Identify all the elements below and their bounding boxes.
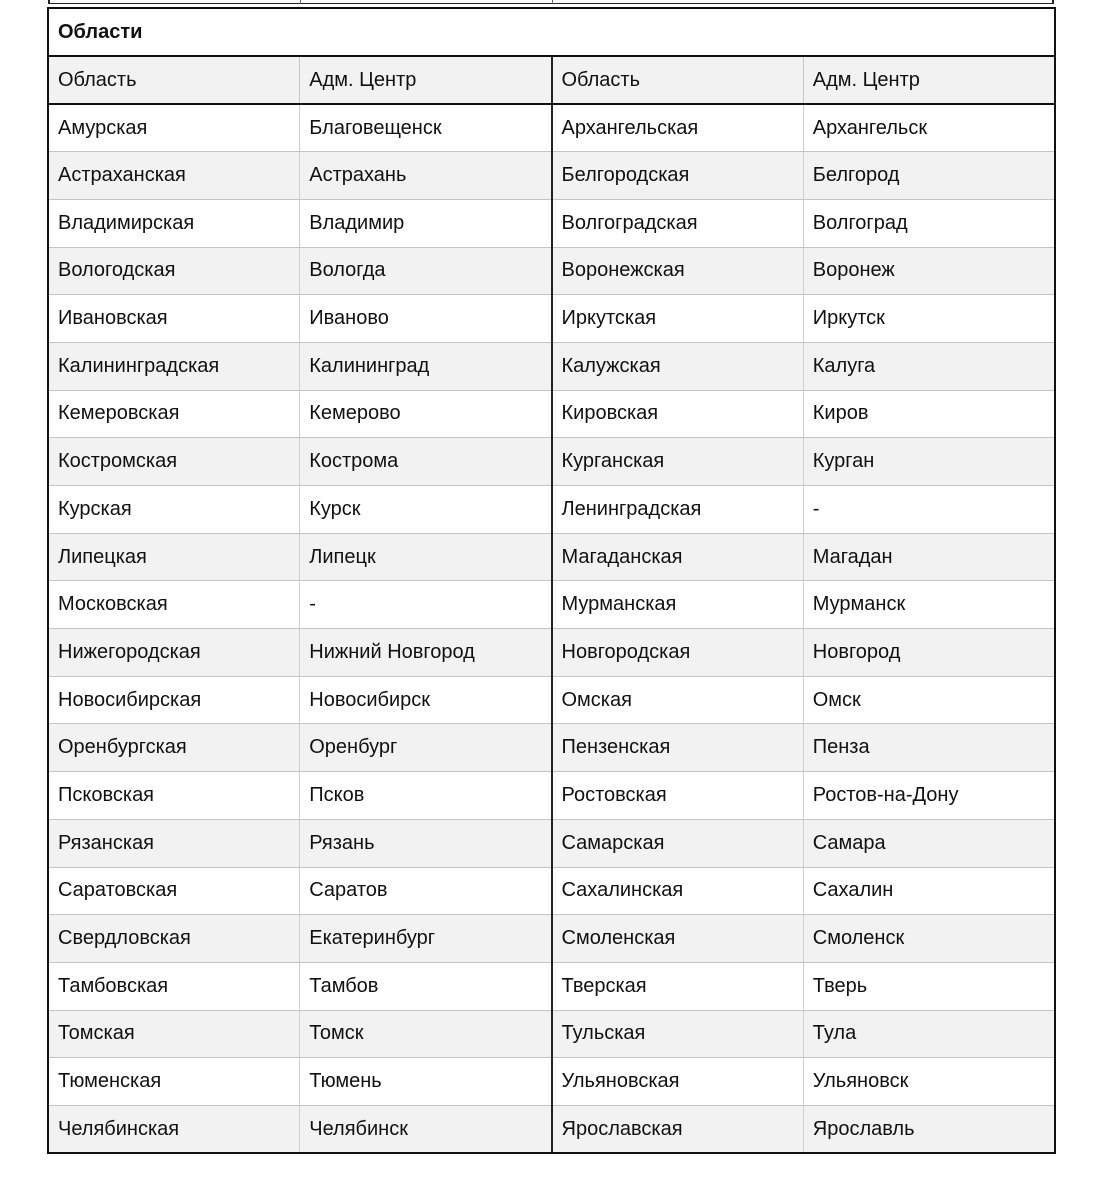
cell-admin-center-left: Курск bbox=[300, 486, 552, 534]
cell-region-right: Кировская bbox=[552, 390, 804, 438]
table-row bbox=[48, 676, 1055, 724]
table-row bbox=[48, 342, 1055, 390]
cell-region-right: Ульяновская bbox=[552, 1058, 804, 1106]
cell-region-left: Владимирская bbox=[48, 199, 300, 247]
cell-region-left: Липецкая bbox=[48, 533, 300, 581]
table-row bbox=[48, 581, 1055, 629]
cell-region-right: Смоленская bbox=[552, 915, 804, 963]
table-row bbox=[48, 819, 1055, 867]
table-row bbox=[48, 1058, 1055, 1106]
cell-region-left: Костромская bbox=[48, 438, 300, 486]
cell-admin-center-left: Калининград bbox=[300, 342, 552, 390]
cell-region-right: Калужская bbox=[552, 342, 804, 390]
cell-admin-center-right: Архангельск bbox=[803, 104, 1055, 152]
cell-admin-center-left: Тамбов bbox=[300, 962, 552, 1010]
cell-region-left: Калининградская bbox=[48, 342, 300, 390]
cell-admin-center-left: Владимир bbox=[300, 199, 552, 247]
cell-admin-center-right: Смоленск bbox=[803, 915, 1055, 963]
cell-admin-center-left: Псков bbox=[300, 772, 552, 820]
cell-region-left: Тамбовская bbox=[48, 962, 300, 1010]
table-row bbox=[48, 1010, 1055, 1058]
cell-region-right: Ленинградская bbox=[552, 486, 804, 534]
cell-admin-center-left: Кемерово bbox=[300, 390, 552, 438]
cell-region-left: Челябинская bbox=[48, 1105, 300, 1153]
cell-admin-center-right: Пенза bbox=[803, 724, 1055, 772]
cell-admin-center-right: Мурманск bbox=[803, 581, 1055, 629]
cell-admin-center-right: Новгород bbox=[803, 629, 1055, 677]
cell-region-right: Мурманская bbox=[552, 581, 804, 629]
cell-region-right: Новгородская bbox=[552, 629, 804, 677]
cell-region-left: Оренбургская bbox=[48, 724, 300, 772]
cell-admin-center-right: Омск bbox=[803, 676, 1055, 724]
cell-region-left: Астраханская bbox=[48, 152, 300, 200]
cell-admin-center-left: Благовещенск bbox=[300, 104, 552, 152]
table-row bbox=[48, 962, 1055, 1010]
table-row bbox=[48, 533, 1055, 581]
table-row bbox=[48, 438, 1055, 486]
cell-admin-center-right: Самара bbox=[803, 819, 1055, 867]
cell-admin-center-left: Астрахань bbox=[300, 152, 552, 200]
cell-region-right: Ростовская bbox=[552, 772, 804, 820]
previous-table-divider bbox=[552, 0, 553, 4]
table-title-row bbox=[48, 8, 1055, 56]
table-body bbox=[48, 104, 1055, 1153]
cell-region-left: Кемеровская bbox=[48, 390, 300, 438]
cell-admin-center-right: Ярославль bbox=[803, 1105, 1055, 1153]
table-header-row bbox=[48, 56, 1055, 104]
column-header-center-right: Адм. Центр bbox=[803, 56, 1055, 104]
cell-region-right: Воронежская bbox=[552, 247, 804, 295]
cell-region-left: Псковская bbox=[48, 772, 300, 820]
cell-region-right: Белгородская bbox=[552, 152, 804, 200]
cell-admin-center-left: - bbox=[300, 581, 552, 629]
cell-region-left: Рязанская bbox=[48, 819, 300, 867]
cell-admin-center-right: Белгород bbox=[803, 152, 1055, 200]
table-row bbox=[48, 915, 1055, 963]
cell-region-left: Курская bbox=[48, 486, 300, 534]
cell-admin-center-left: Новосибирск bbox=[300, 676, 552, 724]
cell-region-left: Новосибирская bbox=[48, 676, 300, 724]
cell-region-left: Вологодская bbox=[48, 247, 300, 295]
cell-region-right: Архангельская bbox=[552, 104, 804, 152]
cell-region-right: Магаданская bbox=[552, 533, 804, 581]
previous-table-bottom-edge bbox=[48, 0, 1054, 4]
cell-region-right: Ярославская bbox=[552, 1105, 804, 1153]
cell-admin-center-left: Иваново bbox=[300, 295, 552, 343]
cell-region-right: Тульская bbox=[552, 1010, 804, 1058]
cell-admin-center-left: Нижний Новгород bbox=[300, 629, 552, 677]
table-row bbox=[48, 152, 1055, 200]
cell-admin-center-left: Вологда bbox=[300, 247, 552, 295]
cell-admin-center-right: Калуга bbox=[803, 342, 1055, 390]
table-row bbox=[48, 247, 1055, 295]
cell-admin-center-right: Ростов-на-Дону bbox=[803, 772, 1055, 820]
cell-admin-center-left: Екатеринбург bbox=[300, 915, 552, 963]
cell-region-left: Ивановская bbox=[48, 295, 300, 343]
table-row bbox=[48, 199, 1055, 247]
cell-region-left: Тюменская bbox=[48, 1058, 300, 1106]
table-row bbox=[48, 295, 1055, 343]
cell-region-left: Московская bbox=[48, 581, 300, 629]
table-row bbox=[48, 629, 1055, 677]
cell-admin-center-right: Тверь bbox=[803, 962, 1055, 1010]
cell-admin-center-left: Оренбург bbox=[300, 724, 552, 772]
cell-region-right: Волгоградская bbox=[552, 199, 804, 247]
cell-region-right: Курганская bbox=[552, 438, 804, 486]
cell-region-left: Амурская bbox=[48, 104, 300, 152]
cell-region-right: Сахалинская bbox=[552, 867, 804, 915]
column-header-region-right: Область bbox=[552, 56, 804, 104]
cell-admin-center-right: Иркутск bbox=[803, 295, 1055, 343]
cell-region-right: Омская bbox=[552, 676, 804, 724]
cell-admin-center-left: Томск bbox=[300, 1010, 552, 1058]
cell-admin-center-right: Воронеж bbox=[803, 247, 1055, 295]
column-header-center-left: Адм. Центр bbox=[300, 56, 552, 104]
table-title: Области bbox=[48, 8, 1055, 56]
table-row bbox=[48, 772, 1055, 820]
regions-table bbox=[47, 7, 1056, 1154]
table-row bbox=[48, 390, 1055, 438]
cell-admin-center-right: Ульяновск bbox=[803, 1058, 1055, 1106]
cell-admin-center-right: Тула bbox=[803, 1010, 1055, 1058]
column-header-region-left: Область bbox=[48, 56, 300, 104]
cell-admin-center-left: Челябинск bbox=[300, 1105, 552, 1153]
cell-admin-center-right: Магадан bbox=[803, 533, 1055, 581]
cell-region-left: Нижегородская bbox=[48, 629, 300, 677]
cell-admin-center-left: Тюмень bbox=[300, 1058, 552, 1106]
cell-admin-center-left: Кострома bbox=[300, 438, 552, 486]
cell-admin-center-left: Саратов bbox=[300, 867, 552, 915]
cell-admin-center-left: Рязань bbox=[300, 819, 552, 867]
cell-region-right: Самарская bbox=[552, 819, 804, 867]
table-row bbox=[48, 867, 1055, 915]
cell-admin-center-left: Липецк bbox=[300, 533, 552, 581]
table-row bbox=[48, 104, 1055, 152]
table-row bbox=[48, 1105, 1055, 1153]
cell-region-right: Пензенская bbox=[552, 724, 804, 772]
cell-region-right: Тверская bbox=[552, 962, 804, 1010]
previous-table-divider bbox=[300, 0, 301, 4]
cell-admin-center-right: Сахалин bbox=[803, 867, 1055, 915]
table-row bbox=[48, 724, 1055, 772]
cell-region-right: Иркутская bbox=[552, 295, 804, 343]
cell-region-left: Саратовская bbox=[48, 867, 300, 915]
cell-admin-center-right: Курган bbox=[803, 438, 1055, 486]
table-row bbox=[48, 486, 1055, 534]
cell-admin-center-right: Киров bbox=[803, 390, 1055, 438]
cell-admin-center-right: - bbox=[803, 486, 1055, 534]
cell-region-left: Свердловская bbox=[48, 915, 300, 963]
cell-admin-center-right: Волгоград bbox=[803, 199, 1055, 247]
cell-region-left: Томская bbox=[48, 1010, 300, 1058]
